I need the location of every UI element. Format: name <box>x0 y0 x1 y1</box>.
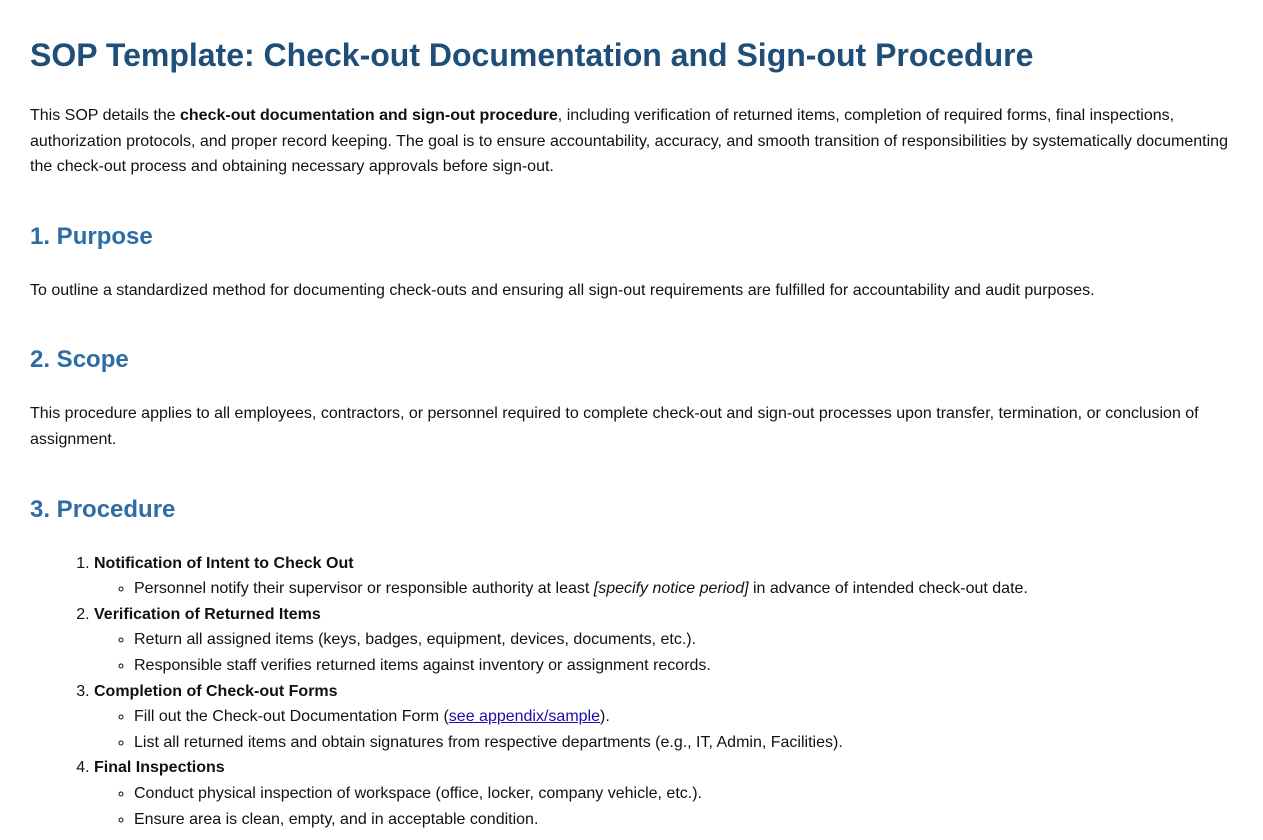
list-item: ◦ Return all assigned items (keys, badges, equipment, devices, documents, etc.). <box>134 627 1233 653</box>
scope-text: This procedure applies to all employees, contractors, or personnel required to complete check-out and sign-out processes upon transfer, termination, or conclusion of assignment. <box>30 405 1199 448</box>
step-sub-list <box>94 627 1233 678</box>
list-item: ◦ Ensure area is clean, empty, and in acceptable condition. <box>134 807 1233 833</box>
list-item <box>134 576 1233 602</box>
list-item-text: Personnel notify their supervisor or responsible authority at least <box>134 580 594 598</box>
procedure-step-4 <box>94 755 1233 832</box>
step-title: Verification of Returned Items <box>94 605 321 623</box>
intro-lead: This SOP details the <box>30 107 180 124</box>
intro-bold: check-out documentation and sign-out procedure <box>180 107 558 124</box>
procedure-heading: 3. Procedure <box>30 495 176 523</box>
step-title: Completion of Check-out Forms <box>94 682 338 700</box>
list-item: ◦ Responsible staff verifies returned items against inventory or assignment records. <box>134 653 1233 679</box>
intro-rest: , including verification of returned items, completion of required forms, final inspections, authorization protocols, and proper record keeping. The goal is to ensure accountability, accuracy, and smooth transition of responsibilities by systematically documenting the check-out process and obtaining necessary approvals before sign-out. <box>30 107 1228 176</box>
page-title: SOP Template: Check-out Documentation and Sign-out Procedure <box>30 37 1034 73</box>
notice-period-placeholder: [specify notice period] <box>593 580 749 598</box>
purpose-text: To outline a standardized method for documenting check-outs and ensuring all sign-out requirements are fulfilled for accountability and audit purposes. <box>30 281 1095 299</box>
list-item <box>134 704 1233 730</box>
step-sub-list <box>94 576 1233 602</box>
step-title: Notification of Intent to Check Out <box>94 554 354 572</box>
appendix-link[interactable]: see appendix/sample <box>448 708 601 726</box>
list-item: ◦ List all returned items and obtain signatures from respective departments (e.g., IT, Admin, Facilities). <box>134 730 1233 756</box>
procedure-steps <box>30 551 1233 833</box>
list-item-text: in advance of intended check-out date. <box>748 580 1028 598</box>
list-item-text: Fill out the Check-out Documentation Form ( <box>134 708 449 726</box>
document-page <box>0 35 1263 832</box>
step-sub-list <box>94 781 1233 832</box>
procedure-step-2 <box>94 602 1233 679</box>
purpose-heading: 1. Purpose <box>30 222 153 250</box>
procedure-step-1 <box>94 551 1233 602</box>
intro-paragraph <box>30 103 1233 180</box>
procedure-step-3 <box>94 679 1233 756</box>
step-sub-list <box>94 704 1233 755</box>
step-title: Final Inspections <box>94 759 225 777</box>
scope-heading: 2. Scope <box>30 346 129 374</box>
list-item: ◦ Conduct physical inspection of workspace (office, locker, company vehicle, etc.). <box>134 781 1233 807</box>
list-item-text: ). <box>600 708 610 726</box>
